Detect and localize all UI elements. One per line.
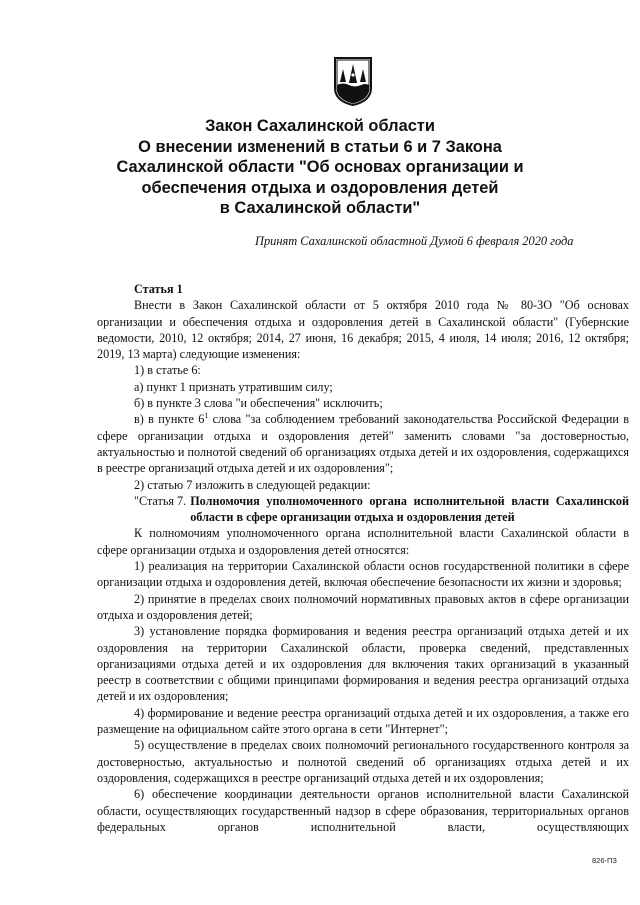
- title-line: Закон Сахалинской области: [205, 117, 435, 135]
- title-line: О внесении изменений в статьи 6 и 7 Закона: [138, 137, 502, 156]
- power-item: 3) установление порядка формирования и ведения реестра организаций отдыха детей и их оздоровления на территории Сахалинской области, проверка сведений, представленных организациями отдыха детей и их оздоровления для включения таких организаций в указанный реестр в соответствии с общими принципами формирования и ведения реестра организаций отдыха детей и их оздоровления;: [97, 624, 629, 704]
- power-item: 5) осуществление в пределах своих полномочий регионального государственного контроля за достоверностью, актуальностью и полнотой сведений об организациях отдыха детей и их оздоровления, содержащихся в реестре организаций отдыха детей и их оздоровления;: [97, 738, 629, 785]
- amendment-item: 1) в статье 6:: [134, 363, 201, 378]
- power-item: 1) реализация на территории Сахалинской области основ государственной политики в сфере организации отдыха и оздоровления детей, включая обеспечение безопасности их жизни и здоровья;: [97, 559, 629, 590]
- power-item: 2) принятие в пределах своих полномочий нормативных правовых актов в сфере организации отдыха и оздоровления детей;: [97, 591, 629, 622]
- page-code: 826-ПЗ: [592, 856, 617, 865]
- amendment-subitem: б) в пункте 3 слова "и обеспечения" исключить;: [134, 396, 383, 411]
- document-body: [97, 281, 629, 835]
- power-item: 6) обеспечение координации деятельности органов исполнительной власти Сахалинской области, осуществляющих государственный надзор в сфере образования, территориальных органов федеральных органов исполнительной власти, осуществляющих: [97, 787, 629, 834]
- article-7-label: "Статья 7.: [134, 493, 187, 508]
- article-7-title: Полномочия уполномоченного органа исполнительной власти Сахалинской области в сфере организации отдыха и оздоровления детей: [190, 493, 629, 525]
- title-line: Сахалинской области "Об основах организации и: [116, 158, 524, 177]
- amendment-subitem: а) пункт 1 признать утратившим силу;: [134, 379, 333, 394]
- article-7-heading: [134, 493, 629, 526]
- sakhalin-coat-of-arms-icon: [331, 55, 375, 107]
- amendment-item: 2) статью 7 изложить в следующей редакции:: [134, 477, 371, 492]
- power-item: 4) формирование и ведение реестра организаций отдыха детей и их оздоровления, а также его размещение на официальном сайте этого органа в сети "Интернет";: [97, 705, 629, 737]
- document-title: [100, 116, 540, 219]
- article-1-heading: Статья 1: [134, 282, 183, 296]
- powers-intro: К полномочиям уполномоченного органа исполнительной власти Сахалинской области в сфере организации отдыха и оздоровления детей относятся:: [97, 526, 629, 557]
- amendment-subitem: [97, 411, 629, 476]
- subitem-text: слова "за соблюдением требований законодательства Российской Федерации в сфере организации отдыха и оздоровления детей" заменить словами "за достоверностью, актуальностью и полнотой сведений об организациях отдыха детей и их оздоровления, содержащихся в реестре организаций отдыха детей и их оздоровления";: [97, 412, 629, 476]
- adoption-note: Принят Сахалинской областной Думой 6 февраля 2020 года: [255, 234, 574, 248]
- title-line: в Сахалинской области": [219, 199, 421, 218]
- intro-paragraph: Внести в Закон Сахалинской области от 5 октября 2010 года № 80-ЗО "Об основах организации и обеспечения отдыха и оздоровления детей в Сахалинской области" (Губернские ведомости, 2010, 12 октября; 2014, 27 июня, 16 декабря; 2015, 4 июля, 14 июля; 2016, 12 октября; 2019, 13 марта) следующие изменения:: [97, 298, 629, 362]
- superscript: 1: [204, 411, 209, 421]
- subitem-text: в) в пункте 6: [134, 412, 205, 427]
- title-line: обеспечения отдыха и оздоровления детей: [141, 178, 499, 197]
